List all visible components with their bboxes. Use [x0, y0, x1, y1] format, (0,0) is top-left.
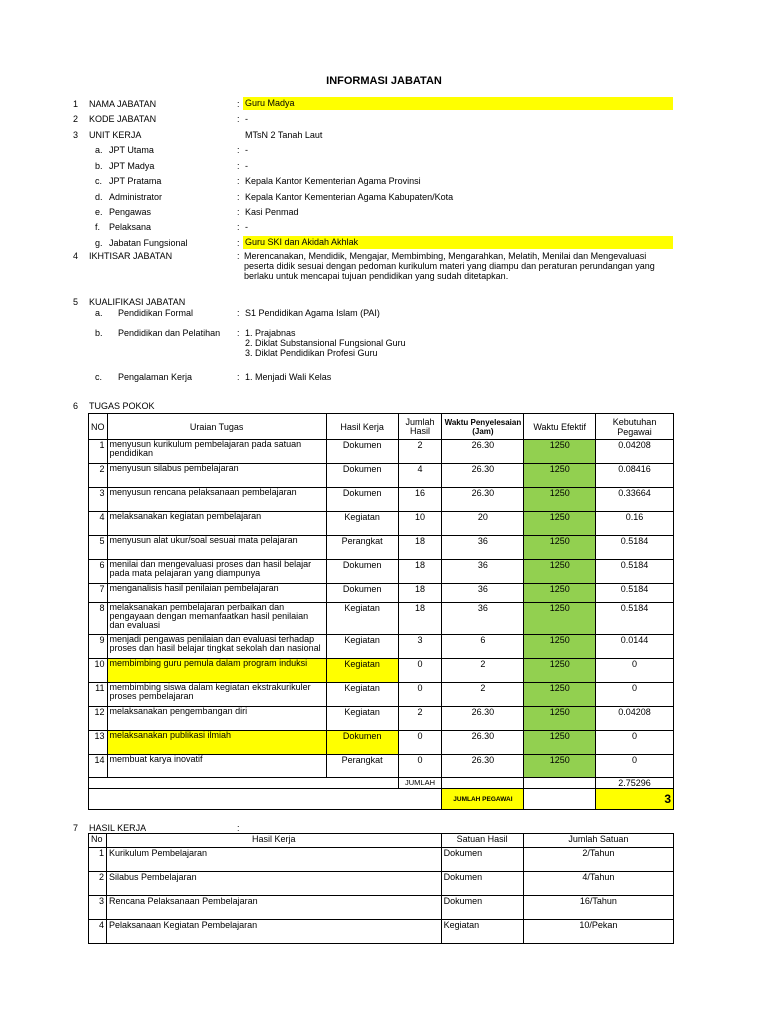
cell-hasil: Dokumen — [326, 440, 398, 464]
cell-kebutuhan: 0.0144 — [596, 635, 674, 659]
hasil-cell-jumlah: 10/Pekan — [523, 920, 673, 944]
hasil-header-no: No — [89, 834, 107, 848]
cell-efektif: 1250 — [524, 512, 596, 536]
cell-hasil: Kegiatan — [326, 635, 398, 659]
kualifikasi-colon: : — [237, 308, 240, 318]
table-row — [89, 848, 674, 872]
ikhtisar-num: 4 — [73, 251, 79, 261]
cell-uraian: membimbing siswa dalam kegiatan ekstrakurikuler proses pembelajaran — [107, 683, 326, 707]
info-label: JPT Pratama — [109, 176, 162, 186]
cell-kebutuhan: 0.5184 — [596, 584, 674, 603]
cell-kebutuhan: 0.5184 — [596, 560, 674, 584]
info-colon: : — [237, 207, 240, 217]
kualifikasi-line: S1 Pendidikan Agama Islam (PAI) — [245, 308, 380, 318]
cell-no: 4 — [89, 512, 108, 536]
pegawai-spacer — [89, 789, 108, 810]
info-value: MTsN 2 Tanah Laut — [245, 130, 323, 140]
info-value: - — [245, 145, 248, 155]
cell-jumlah: 0 — [398, 731, 442, 755]
info-colon: : — [237, 145, 240, 155]
info-sub: a. — [95, 145, 103, 155]
kualifikasi-num: 5 — [73, 297, 79, 307]
cell-efektif: 1250 — [524, 603, 596, 635]
info-value: Kasi Penmad — [245, 207, 299, 217]
header-hasil: Hasil Kerja — [326, 414, 398, 440]
cell-hasil: Dokumen — [326, 464, 398, 488]
table-row — [89, 560, 674, 584]
cell-jumlah: 18 — [398, 603, 442, 635]
kualifikasi-line: 2. Diklat Substansional Fungsional Guru — [245, 338, 406, 348]
cell-no: 7 — [89, 584, 108, 603]
info-label: Jabatan Fungsional — [109, 238, 188, 248]
info-num: 2 — [73, 114, 79, 124]
pegawai-spacer — [326, 789, 398, 810]
cell-kebutuhan: 0.5184 — [596, 603, 674, 635]
cell-efektif: 1250 — [524, 731, 596, 755]
kualifikasi-sub: a. — [95, 308, 103, 318]
hasil-cell-jumlah: 4/Tahun — [523, 872, 673, 896]
header-no: NO — [89, 414, 108, 440]
info-label: JPT Utama — [109, 145, 154, 155]
info-label: KODE JABATAN — [89, 114, 157, 124]
cell-no: 14 — [89, 755, 108, 778]
cell-waktu: 36 — [442, 560, 524, 584]
table-row — [89, 683, 674, 707]
cell-hasil: Kegiatan — [326, 603, 398, 635]
pegawai-spacer — [398, 789, 442, 810]
table-row — [89, 896, 674, 920]
cell-efektif: 1250 — [524, 755, 596, 778]
cell-hasil: Kegiatan — [326, 659, 398, 683]
cell-efektif: 1250 — [524, 584, 596, 603]
cell-hasil: Dokumen — [326, 488, 398, 512]
info-sub: c. — [95, 176, 103, 186]
hasil-cell-no: 4 — [89, 920, 107, 944]
tugas-pokok-table — [88, 413, 674, 810]
info-colon: : — [237, 192, 240, 202]
cell-jumlah: 2 — [398, 707, 442, 731]
cell-jumlah: 0 — [398, 755, 442, 778]
cell-jumlah: 18 — [398, 584, 442, 603]
cell-no: 13 — [89, 731, 108, 755]
cell-waktu: 2 — [442, 659, 524, 683]
table-row — [89, 731, 674, 755]
info-value: Guru SKI dan Akidah Akhlak — [243, 236, 673, 249]
info-label: JPT Madya — [109, 161, 155, 171]
table-row — [89, 603, 674, 635]
header-jumlah: Jumlah Hasil — [398, 414, 442, 440]
cell-no: 6 — [89, 560, 108, 584]
table-row — [89, 584, 674, 603]
cell-waktu: 36 — [442, 584, 524, 603]
info-label: Pengawas — [109, 207, 152, 217]
cell-uraian: melaksanakan pengembangan diri — [107, 707, 326, 731]
jumlah-empty — [442, 778, 524, 789]
cell-waktu: 36 — [442, 536, 524, 560]
cell-hasil: Kegiatan — [326, 683, 398, 707]
cell-efektif: 1250 — [524, 659, 596, 683]
kualifikasi-colon: : — [237, 372, 240, 382]
hasil-cell-satuan: Kegiatan — [441, 920, 523, 944]
cell-kebutuhan: 0.16 — [596, 512, 674, 536]
cell-hasil: Kegiatan — [326, 707, 398, 731]
hasil-cell-jumlah: 2/Tahun — [523, 848, 673, 872]
kualifikasi-line: 1. Prajabnas — [245, 328, 296, 338]
cell-no: 5 — [89, 536, 108, 560]
pegawai-spacer — [107, 789, 326, 810]
ikhtisar-colon: : — [237, 251, 240, 261]
cell-waktu: 2 — [442, 683, 524, 707]
jumlah-label: JUMLAH — [398, 778, 442, 789]
cell-jumlah: 18 — [398, 536, 442, 560]
cell-efektif: 1250 — [524, 536, 596, 560]
cell-waktu: 6 — [442, 635, 524, 659]
cell-hasil: Dokumen — [326, 560, 398, 584]
info-value: Kepala Kantor Kementerian Agama Kabupaten/Kota — [245, 192, 454, 202]
cell-waktu: 26.30 — [442, 440, 524, 464]
hasil-header-hasil: Hasil Kerja — [107, 834, 442, 848]
cell-efektif: 1250 — [524, 683, 596, 707]
info-value: Guru Madya — [243, 97, 673, 110]
kualifikasi-line: 1. Menjadi Wali Kelas — [245, 372, 332, 382]
cell-uraian: menyusun kurikulum pembelajaran pada satuan pendidikan — [107, 440, 326, 464]
cell-hasil: Dokumen — [326, 731, 398, 755]
ikhtisar-label: IKHTISAR JABATAN — [89, 251, 173, 261]
cell-kebutuhan: 0.04208 — [596, 707, 674, 731]
jumlah-pegawai-value: 3 — [596, 789, 674, 810]
header-waktu: Waktu Penyelesaian (Jam) — [442, 414, 524, 440]
kualifikasi-label: KUALIFIKASI JABATAN — [89, 297, 186, 307]
hasil-cell-satuan: Dokumen — [441, 872, 523, 896]
cell-hasil: Perangkat — [326, 755, 398, 778]
cell-uraian: melaksanakan publikasi ilmiah — [107, 731, 326, 755]
jumlah-spacer — [107, 778, 326, 789]
info-num: 3 — [73, 130, 79, 140]
info-label: Pelaksana — [109, 222, 152, 232]
hasil-cell-hasil: Pelaksanaan Kegiatan Pembelajaran — [107, 920, 442, 944]
cell-waktu: 26.30 — [442, 464, 524, 488]
cell-waktu: 20 — [442, 512, 524, 536]
jumlah-empty — [524, 778, 596, 789]
info-colon: : — [237, 176, 240, 186]
cell-kebutuhan: 0.04208 — [596, 440, 674, 464]
kualifikasi-colon: : — [237, 328, 240, 338]
cell-hasil: Perangkat — [326, 536, 398, 560]
cell-hasil: Dokumen — [326, 584, 398, 603]
cell-waktu: 36 — [442, 603, 524, 635]
info-sub: d. — [95, 192, 103, 202]
cell-jumlah: 0 — [398, 659, 442, 683]
page-title: INFORMASI JABATAN — [326, 75, 442, 87]
hasil-cell-no: 3 — [89, 896, 107, 920]
cell-uraian: menyusun rencana pelaksanaan pembelajaran — [107, 488, 326, 512]
cell-kebutuhan: 0.33664 — [596, 488, 674, 512]
cell-jumlah: 16 — [398, 488, 442, 512]
cell-jumlah: 4 — [398, 464, 442, 488]
table-row — [89, 755, 674, 778]
kualifikasi-sub: c. — [95, 372, 103, 382]
info-sub: b. — [95, 161, 103, 171]
jumlah-pegawai-label: JUMLAH PEGAWAI — [442, 789, 524, 810]
hasil-cell-hasil: Silabus Pembelajaran — [107, 872, 442, 896]
cell-waktu: 26.30 — [442, 707, 524, 731]
hasil-cell-hasil: Kurikulum Pembelajaran — [107, 848, 442, 872]
table-row — [89, 707, 674, 731]
table-row — [89, 659, 674, 683]
info-value: Kepala Kantor Kementerian Agama Provinsi — [245, 176, 421, 186]
cell-kebutuhan: 0 — [596, 659, 674, 683]
cell-uraian: menilai dan mengevaluasi proses dan hasil belajar pada mata pelajaran yang diampunya — [107, 560, 326, 584]
cell-efektif: 1250 — [524, 707, 596, 731]
info-sub: f. — [95, 222, 101, 232]
info-value: - — [245, 114, 248, 124]
table-row — [89, 872, 674, 896]
cell-uraian: membimbing guru pemula dalam program induksi — [107, 659, 326, 683]
tugas-label: TUGAS POKOK — [89, 401, 155, 411]
hasil-cell-no: 1 — [89, 848, 107, 872]
hasil-cell-hasil: Rencana Pelaksanaan Pembelajaran — [107, 896, 442, 920]
cell-jumlah: 10 — [398, 512, 442, 536]
cell-efektif: 1250 — [524, 440, 596, 464]
hasil-cell-jumlah: 16/Tahun — [523, 896, 673, 920]
header-uraian: Uraian Tugas — [107, 414, 326, 440]
hasil-cell-no: 2 — [89, 872, 107, 896]
cell-kebutuhan: 0 — [596, 731, 674, 755]
cell-waktu: 26.30 — [442, 755, 524, 778]
cell-uraian: menjadi pengawas penilaian dan evaluasi terhadap proses dan hasil belajar tingkat sekolah dan nasional — [107, 635, 326, 659]
info-label: Administrator — [109, 192, 163, 202]
cell-no: 12 — [89, 707, 108, 731]
table-row — [89, 488, 674, 512]
cell-uraian: menganalisis hasil penilaian pembelajaran — [107, 584, 326, 603]
cell-efektif: 1250 — [524, 464, 596, 488]
header-kebutuhan: Kebutuhan Pegawai — [596, 414, 674, 440]
cell-jumlah: 18 — [398, 560, 442, 584]
jumlah-spacer — [326, 778, 398, 789]
cell-jumlah: 2 — [398, 440, 442, 464]
info-colon: : — [237, 99, 240, 109]
kualifikasi-label: Pengalaman Kerja — [118, 372, 193, 382]
cell-no: 8 — [89, 603, 108, 635]
hasil-cell-satuan: Dokumen — [441, 896, 523, 920]
header-efektif: Waktu Efektif — [524, 414, 596, 440]
cell-no: 9 — [89, 635, 108, 659]
cell-uraian: menyusun silabus pembelajaran — [107, 464, 326, 488]
info-colon: : — [237, 222, 240, 232]
table-row — [89, 512, 674, 536]
cell-waktu: 26.30 — [442, 731, 524, 755]
hasil-num: 7 — [73, 823, 79, 833]
hasil-colon: : — [237, 823, 240, 833]
info-label: UNIT KERJA — [89, 130, 142, 140]
hasil-label: HASIL KERJA — [89, 823, 147, 833]
jumlah-value: 2.75296 — [596, 778, 674, 789]
cell-no: 3 — [89, 488, 108, 512]
table-row — [89, 920, 674, 944]
hasil-cell-satuan: Dokumen — [441, 848, 523, 872]
cell-no: 11 — [89, 683, 108, 707]
info-sub: g. — [95, 238, 103, 248]
jumlah-spacer — [89, 778, 108, 789]
info-value: - — [245, 161, 248, 171]
cell-uraian: melaksanakan pembelajaran perbaikan dan pengayaan dengan memanfaatkan hasil penilaian dan evaluasi — [107, 603, 326, 635]
cell-efektif: 1250 — [524, 635, 596, 659]
kualifikasi-label: Pendidikan Formal — [118, 308, 194, 318]
cell-kebutuhan: 0 — [596, 683, 674, 707]
cell-no: 10 — [89, 659, 108, 683]
info-colon: : — [237, 238, 240, 248]
table-row — [89, 440, 674, 464]
cell-uraian: melaksanakan kegiatan pembelajaran — [107, 512, 326, 536]
cell-kebutuhan: 0.08416 — [596, 464, 674, 488]
table-row — [89, 536, 674, 560]
info-num: 1 — [73, 99, 79, 109]
info-colon: : — [237, 161, 240, 171]
cell-no: 1 — [89, 440, 108, 464]
ikhtisar-text: Merencanakan, Mendidik, Mengajar, Membimbing, Mengarahkan, Melatih, Menilai dan Mengevaluasi peserta didik sesuai dengan pedoman kurikulum materi yang diampu dan peraturan perundangan yang berlaku untuk mencapai tujuan pendidikan yang sudah ditetapkan. — [244, 251, 655, 281]
cell-efektif: 1250 — [524, 488, 596, 512]
cell-efektif: 1250 — [524, 560, 596, 584]
info-value: - — [245, 222, 248, 232]
table-row — [89, 464, 674, 488]
pegawai-empty — [524, 789, 596, 810]
cell-jumlah: 0 — [398, 683, 442, 707]
kualifikasi-label: Pendidikan dan Pelatihan — [118, 328, 221, 338]
table-row — [89, 635, 674, 659]
kualifikasi-line: 3. Diklat Pendidikan Profesi Guru — [245, 348, 378, 358]
cell-uraian: menyusun alat ukur/soal sesuai mata pelajaran — [107, 536, 326, 560]
cell-uraian: membuat karya inovatif — [107, 755, 326, 778]
hasil-kerja-table — [88, 833, 674, 944]
kualifikasi-sub: b. — [95, 328, 103, 338]
cell-waktu: 26.30 — [442, 488, 524, 512]
info-colon: : — [237, 114, 240, 124]
cell-jumlah: 3 — [398, 635, 442, 659]
cell-kebutuhan: 0.5184 — [596, 536, 674, 560]
tugas-num: 6 — [73, 401, 79, 411]
cell-no: 2 — [89, 464, 108, 488]
info-sub: e. — [95, 207, 103, 217]
cell-kebutuhan: 0 — [596, 755, 674, 778]
info-label: NAMA JABATAN — [89, 99, 157, 109]
hasil-header-satuan: Satuan Hasil — [441, 834, 523, 848]
cell-hasil: Kegiatan — [326, 512, 398, 536]
hasil-header-jumlah: Jumlah Satuan — [523, 834, 673, 848]
